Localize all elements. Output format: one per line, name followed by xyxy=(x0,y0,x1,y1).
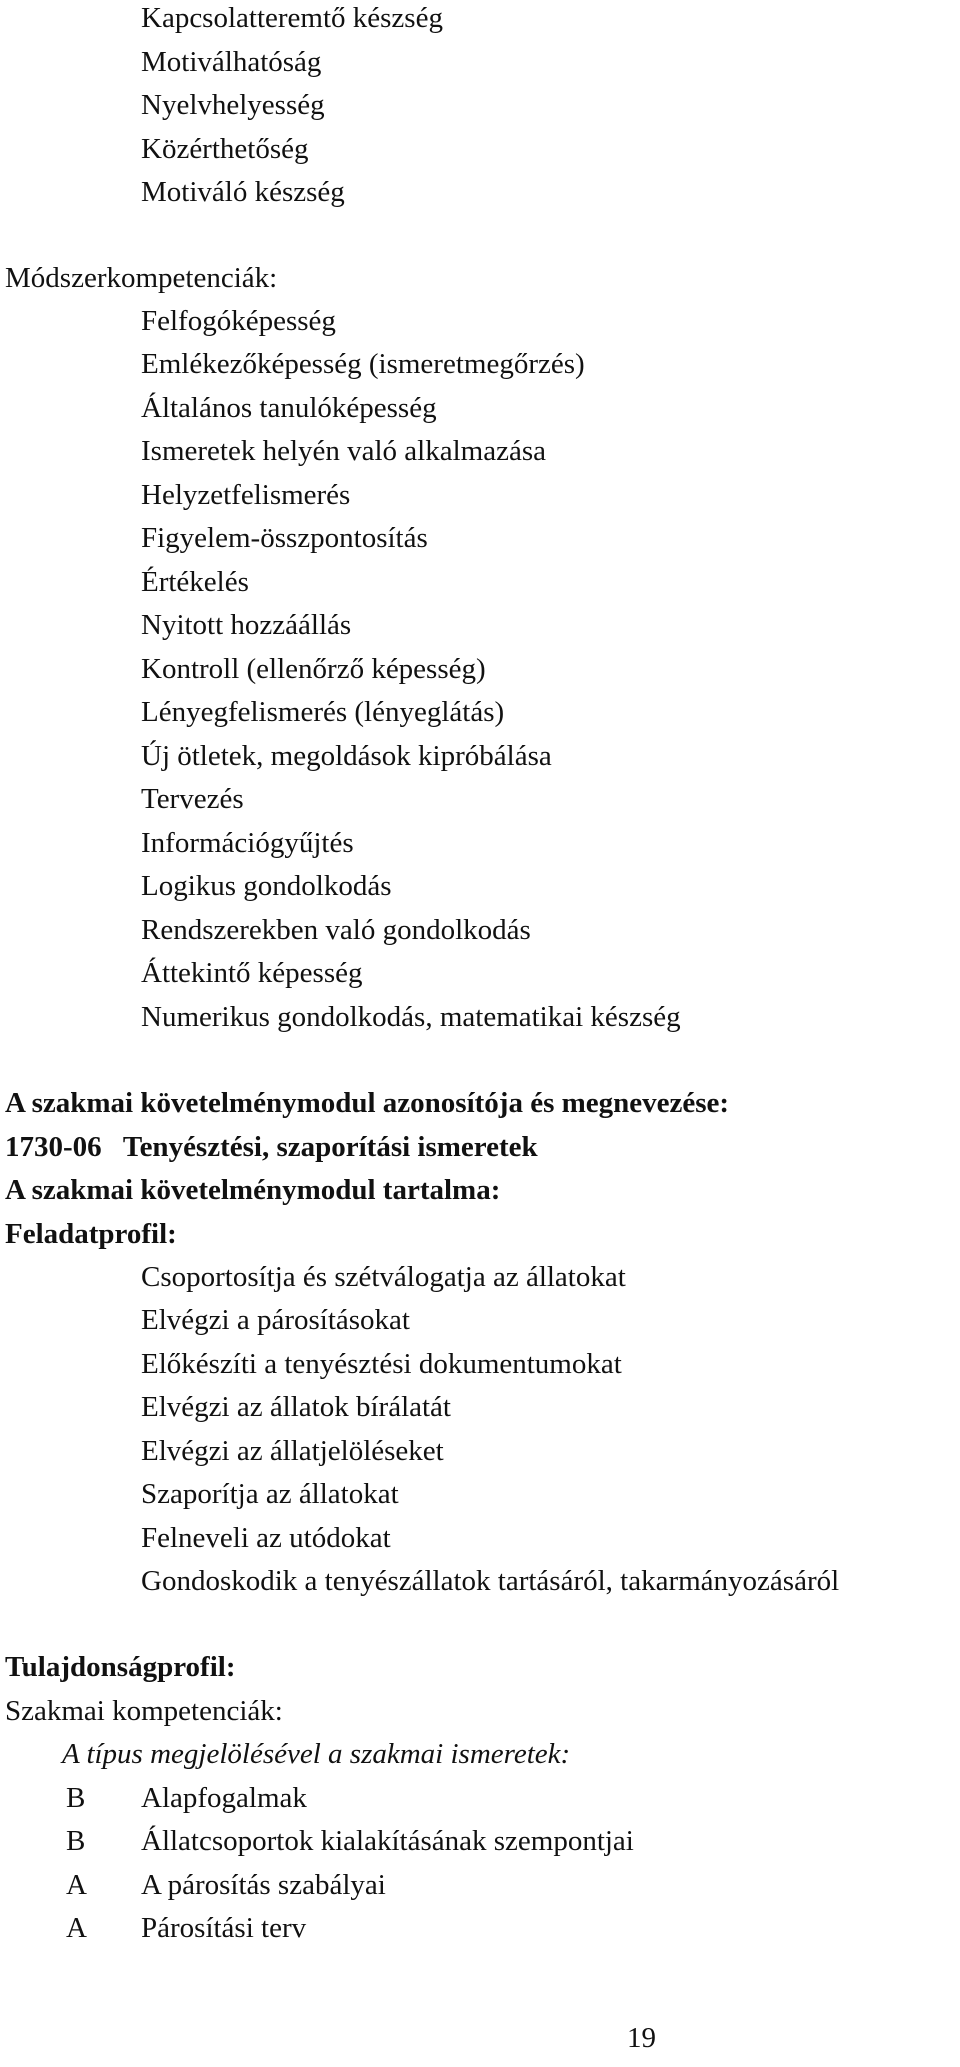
list-item: Nyelvhelyesség xyxy=(141,89,325,121)
list-item: Motiválhatóság xyxy=(141,46,322,78)
competency-label: Állatcsoportok kialakításának szempontjai xyxy=(141,1825,634,1857)
task-item: Csoportosítja és szétválogatja az állatokat xyxy=(141,1261,626,1293)
list-item: Értékelés xyxy=(141,566,249,598)
task-item: Felneveli az utódokat xyxy=(141,1522,391,1554)
list-item: Új ötletek, megoldások kipróbálása xyxy=(141,740,552,772)
module-id-heading: A szakmai követelménymodul azonosítója és megnevezése: xyxy=(5,1087,730,1119)
list-item: Numerikus gondolkodás, matematikai készség xyxy=(141,1001,681,1033)
list-item: Ismeretek helyén való alkalmazása xyxy=(141,435,546,467)
list-item: Lényegfelismerés (lényeglátás) xyxy=(141,696,505,728)
task-item: Elvégzi a párosításokat xyxy=(141,1304,410,1336)
professional-competencies-heading: Szakmai kompetenciák: xyxy=(5,1695,283,1727)
list-item: Figyelem-összpontosítás xyxy=(141,522,428,554)
list-item: Általános tanulóképesség xyxy=(141,392,437,424)
competency-type-code: B xyxy=(66,1782,86,1814)
list-item: Logikus gondolkodás xyxy=(141,870,392,902)
type-note: A típus megjelölésével a szakmai ismeretek: xyxy=(62,1738,571,1770)
list-item: Kapcsolatteremtő készség xyxy=(141,2,443,34)
property-profile-heading: Tulajdonságprofil: xyxy=(5,1651,236,1683)
module-id-value: 1730-06 Tenyésztési, szaporítási ismeretek xyxy=(5,1131,538,1163)
task-item: Gondoskodik a tenyészállatok tartásáról, takarmányozásáról xyxy=(141,1565,840,1597)
list-item: Felfogóképesség xyxy=(141,305,336,337)
module-content-heading: A szakmai követelménymodul tartalma: xyxy=(5,1174,501,1206)
competency-label: Alapfogalmak xyxy=(141,1782,307,1814)
task-item: Szaporítja az állatokat xyxy=(141,1478,399,1510)
list-item: Tervezés xyxy=(141,783,244,815)
list-item: Kontroll (ellenőrző képesség) xyxy=(141,653,486,685)
competency-type-code: A xyxy=(66,1869,87,1901)
list-item: Áttekintő képesség xyxy=(141,957,363,989)
task-item: Elvégzi az állatok bírálatát xyxy=(141,1391,451,1423)
competency-label: Párosítási terv xyxy=(141,1912,307,1944)
list-item: Közérthetőség xyxy=(141,133,309,165)
list-item: Információgyűjtés xyxy=(141,827,354,859)
page-number: 19 xyxy=(627,2022,656,2054)
competency-type-code: B xyxy=(66,1825,86,1857)
list-item: Helyzetfelismerés xyxy=(141,479,351,511)
list-item: Nyitott hozzáállás xyxy=(141,609,352,641)
task-item: Elvégzi az állatjelöléseket xyxy=(141,1435,444,1467)
method-heading: Módszerkompetenciák: xyxy=(5,262,278,294)
task-profile-heading: Feladatprofil: xyxy=(5,1218,177,1250)
competency-label: A párosítás szabályai xyxy=(141,1869,386,1901)
list-item: Rendszerekben való gondolkodás xyxy=(141,914,531,946)
competency-type-code: A xyxy=(66,1912,87,1944)
list-item: Emlékezőképesség (ismeretmegőrzés) xyxy=(141,348,585,380)
task-item: Előkészíti a tenyésztési dokumentumokat xyxy=(141,1348,622,1380)
list-item: Motiváló készség xyxy=(141,176,345,208)
